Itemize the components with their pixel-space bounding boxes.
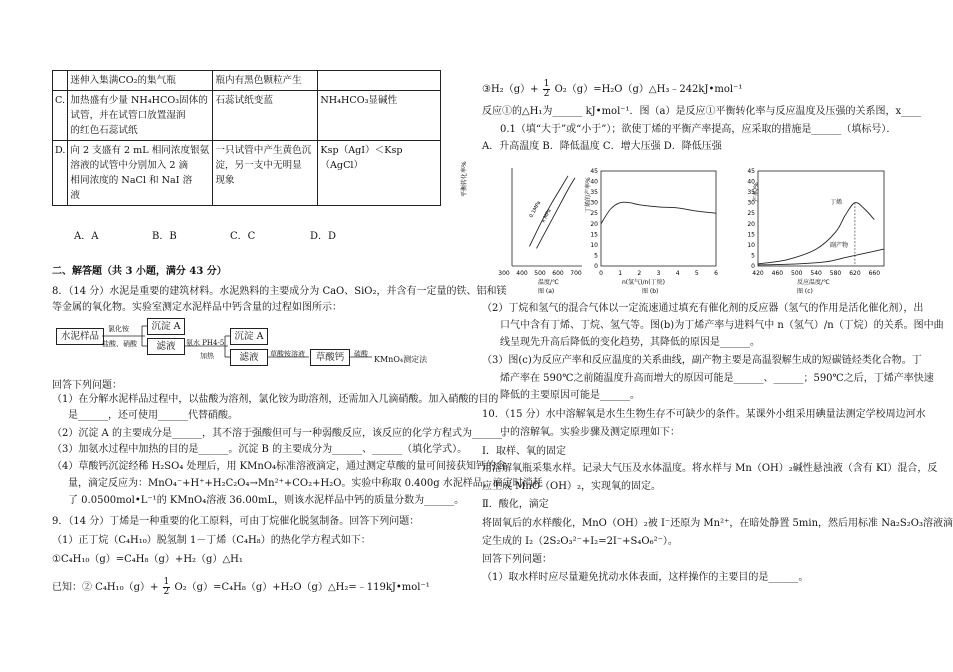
figures (461, 153, 902, 303)
cell-line: 加热盛有少量 NH₄HCO₃固体的 (70, 95, 208, 106)
cell-line: 相同浓度的 NaCl 和 NaI 溶 (70, 175, 193, 186)
fig-a-ylabel: 平衡转化率% (461, 161, 468, 197)
flow-label: 氯化铵 (108, 325, 129, 333)
q10-step1: Ⅰ．取样、氧的固定 (482, 446, 566, 457)
fraction-den: 2 (163, 587, 170, 597)
fig-c-xtick: 660 (868, 270, 881, 277)
fig-c-ytick: 0 (751, 263, 755, 270)
answer-intro: 回答下列问题： (52, 380, 122, 391)
fig-c-xticks (752, 270, 880, 277)
q9-part2: （2）丁烷和氢气的混合气体以一定流速通过填充有催化剂的反应器（氢气的作用是活化催化剂），出 (482, 303, 924, 314)
q9-options: A．升高温度 B．降低温度 C．增大压强 D．降低压强 (482, 141, 722, 152)
fig-a-xtick: 600 (552, 270, 564, 277)
fig-b-ytick: 20 (590, 220, 598, 228)
fig-b-xtick: 0 (599, 270, 603, 277)
q10-step1-text: 用溶解氧瓶采集水样。记录大气压及水体温度。将水样与 Mn（OH）₂碱性悬浊液（含有 KI）混合，反 (482, 463, 938, 474)
fig-b-ytick: 5 (594, 252, 598, 260)
q9-text: 9．（14 分）丁烯是一种重要的化工原料，可由丁烷催化脱氢制备。回答下列问题： (52, 516, 420, 527)
row-label: C. (53, 91, 68, 141)
flow-label: 盐酸、硝酸 (102, 340, 137, 348)
fig-a-caption: 图 (a) (538, 288, 555, 295)
fig-b-ytick: 25 (590, 210, 598, 218)
fig-a-xtick: 500 (534, 270, 546, 277)
fig-b-xtick: 2 (637, 270, 642, 277)
row-label: D. (53, 141, 68, 206)
choice-b[interactable]: B．B (152, 231, 177, 242)
fig-b-ytick: 10 (590, 241, 598, 249)
fig-c-curve-label: 丁烯 (830, 199, 843, 206)
fraction (543, 80, 551, 99)
fig-c-ytick: 25 (747, 210, 755, 218)
q9-part3: 烯产率在 590℃之前随温度升高而增大的原因可能是______、______；590℃之后，丁烯产率快速 (500, 373, 934, 384)
fraction-num: 1 (543, 79, 550, 89)
choice-a[interactable]: A．A (74, 231, 99, 242)
cell-line: 的红色石蕊试纸 (70, 125, 138, 136)
fig-c-yticks (747, 168, 755, 270)
table-cell: Ksp（AgI）＜Ksp（AgCl） (318, 141, 441, 206)
table-cell (213, 141, 318, 206)
fig-b-ytick: 40 (590, 178, 598, 186)
table-row (53, 91, 441, 141)
table-cell (318, 71, 441, 91)
cell-line: 向 2 支盛有 2 mL 相同浓度银氨 (70, 145, 210, 156)
eq-text: 已知：② C₄H₁₀（g）+ (52, 582, 159, 593)
table-cell (68, 91, 213, 141)
fig-b-ytick: 0 (594, 263, 598, 270)
fig-b-caption: 图 (b) (642, 288, 659, 295)
fig-b-ylabel: 丁烯的产率% (585, 177, 592, 213)
q10-text: 10．（15 分）水中溶解氧是水生生物生存不可缺少的条件。某课外小组采用碘量法测定学校周边河水 (482, 409, 926, 420)
flow-arrows (52, 318, 464, 368)
fig-a-xticks (498, 270, 582, 277)
q10-step2: Ⅱ．酸化，滴定 (482, 499, 549, 510)
fig-a-xlabel: 温度/℃ (538, 279, 559, 286)
cell-line: 试管，并在试管口放置湿润 (70, 110, 186, 121)
q9-part2: 口气中含有丁烯、丁烷、氢气等。图(b)为丁烯产率与进料气中 n（氢气）/n（丁烷）的关系。图中曲 (500, 320, 944, 331)
fig-c-curve-label: 副产物 (830, 242, 849, 249)
q9-text: （1）正丁烷（C₄H₁₀）脱氢制 1－丁烯（C₄H₈）的热化学方程式如下： (52, 535, 371, 546)
q10-part1: （1）取水样时应尽量避免扰动水体表面，这样操作的主要目的是______。 (482, 572, 809, 583)
table-row (53, 141, 441, 206)
q8-part1: （1）在分解水泥样品过程中，以盐酸为溶剂，氯化铵为助溶剂，还需加入几滴硝酸。加入硝酸的目的 (52, 394, 499, 405)
fraction-den: 2 (543, 89, 550, 99)
fig-b-xlabel: n(氢气)/n(丁烷) (622, 279, 665, 286)
flow-label: 氨水 PH4-5 (186, 339, 225, 347)
fig-b-ytick: 30 (590, 199, 598, 207)
table-cell: 迷伸入集满CO₂的集气瓶 (68, 71, 213, 91)
fig-b-yticks (590, 168, 598, 270)
figure-c (747, 168, 884, 295)
fig-b-xtick: 4 (675, 270, 680, 277)
q8-part4: 了 0.0500mol•L⁻¹的 KMnO₄溶液 36.00mL，则该水泥样品中钙的质量分数为______。 (68, 495, 465, 506)
q9-reaction: 反应①的△H₁为______ kJ•mol⁻¹．图（a）是反应①平衡转化率与反应温度及压强的关系图，x____ (482, 106, 922, 117)
table-cell (68, 141, 213, 206)
q8-part4: （4）草酸钙沉淀经稀 H₂SO₄ 处理后，用 KMnO₄标准溶液滴定，通过测定草酸的量可间接获知钙的含 (52, 461, 507, 472)
q9-reaction: 0.1（填“大于”或“小于”）；欲使丁烯的平衡产率提高，应采取的措施是______（填标号）． (500, 124, 897, 135)
fig-b-ytick: 45 (590, 168, 598, 175)
options-table (52, 70, 441, 206)
q10-step2-text: 定生成的 I₂（2S₂O₃²⁻+I₂=2I⁻+S₄O₆²⁻）。 (482, 536, 678, 547)
section-title: 二、解答题（共 3 小题，满分 43 分） (52, 266, 227, 277)
fig-c-ylabel: 产率/% (753, 182, 760, 202)
q10-text: 中的溶解氧。实验步骤及测定原理如下： (500, 427, 680, 438)
q9-eq3 (482, 80, 742, 99)
fig-c-ytick: 40 (747, 178, 755, 186)
fig-c-curve-2 (758, 249, 884, 265)
fig-b-xtick: 6 (714, 270, 718, 277)
figure-b (584, 168, 718, 295)
flow-label: 硫酸 (354, 350, 368, 358)
q10-answer-intro: 回答下列问题： (482, 554, 552, 565)
fig-c-xtick: 540 (810, 270, 822, 277)
fig-c-ytick: 10 (747, 241, 755, 249)
cell-line: 溶液的试管中分别加入 2 滴 (70, 160, 189, 171)
fig-a-xtick: 400 (516, 270, 528, 277)
choice-d[interactable]: D．D (310, 231, 337, 242)
q8-part3: （3）加氨水过程中加热的目的是______。沉淀 B 的主要成分为______、______（填化学式）。 (52, 444, 468, 455)
figure-a (460, 161, 582, 295)
q10-step2-text: 将固氧后的水样酸化，MnO（OH）₂被 I⁻还原为 Mn²⁺，在暗处静置 5min，然后用标准 Na₂S₂O₃溶液滴 (482, 518, 953, 529)
fig-c-xtick: 500 (791, 270, 803, 277)
fig-b-frame (601, 171, 716, 266)
fig-a-xtick: 300 (498, 270, 510, 277)
q10-step1-text: 应生成 MnO（OH）₂，实现氧的固定。 (482, 481, 661, 492)
cell-line: 一只试管中产生黄色沉 (215, 145, 312, 156)
flow-oxalate: 草酸钙 (310, 349, 350, 366)
fig-a-curve-label: x MPa (540, 208, 553, 224)
fraction (163, 578, 171, 597)
fig-c-xtick: 620 (849, 270, 861, 277)
flow-precipitate-b: 沉淀 A (230, 328, 268, 345)
fraction-num: 1 (163, 577, 170, 587)
q8-text: 等金属的氧化物。实验室测定水泥样品中钙含量的过程如图所示： (52, 302, 342, 313)
fig-c-xtick: 460 (771, 270, 784, 277)
fig-b-xticks (599, 270, 718, 277)
fig-c-ytick: 35 (747, 189, 755, 197)
eq-text: O₂（g）=C₄H₈（g）+H₂O（g）△H₂=﹣119kJ•mol⁻¹ (174, 582, 430, 593)
flow-label: 草酸铵溶液 (270, 350, 305, 358)
fig-c-xtick: 420 (752, 270, 764, 277)
cell-line: 液 (70, 190, 80, 201)
q8-part2: （2）沉淀 A 的主要成分是______，其不溶于强酸但可与一种弱酸反应，该反应的化学方程式为______。 (52, 428, 512, 439)
q9-part2: 线呈现先升高后降低的变化趋势，其降低的原因是______。 (500, 337, 760, 348)
q8-text: 8．（14 分）水泥是重要的建筑材料。水泥熟料的主要成分为 CaO、SiO₂，并含有一定量的铁、铝和镁 (52, 286, 507, 297)
fig-b-xtick: 5 (694, 270, 699, 277)
fig-c-caption: 图 (c) (797, 288, 813, 295)
fig-c-ytick: 5 (751, 252, 755, 260)
table-cell: 石蕊试纸变蓝 (213, 91, 318, 141)
flow-label: 加热 (200, 352, 214, 360)
fig-c-xlabel: 反应温度/℃ (797, 279, 830, 286)
fig-c-ytick: 15 (747, 231, 755, 239)
q9-eq2 (52, 578, 430, 597)
flow-precipitate-a: 沉淀 A (147, 318, 185, 335)
table-cell: 瓶内有黑色颗粒产生 (213, 71, 318, 91)
fig-b-curve (601, 202, 716, 224)
table-row (53, 71, 441, 91)
fig-b-ytick: 15 (590, 231, 598, 239)
cell-line: 现象 (215, 175, 235, 186)
flow-filtrate: 滤液 (230, 349, 268, 366)
fig-a-curve-2 (537, 178, 576, 249)
fig-c-ytick: 45 (747, 168, 755, 175)
q9-eq1: ①C₄H₁₀（g）=C₄H₈（g）+H₂（g）△H₁ (52, 554, 243, 565)
fig-b-xtick: 1 (618, 270, 623, 277)
fig-a-curve-label: 0.1MPa (528, 200, 543, 219)
table-cell: NH₄HCO₃显碱性 (318, 91, 441, 141)
flow-end: KMnO₄测定法 (374, 355, 428, 364)
fig-b-xtick: 3 (656, 270, 661, 277)
fig-c-frame (758, 171, 884, 266)
q8-part4: 量，滴定反应为：MnO₄⁻+H⁺+H₂C₂O₄→Mn²⁺+CO₂+H₂O。实验中称取 0.400g 水泥样品，滴定时消耗 (68, 478, 543, 489)
fig-c-xtick: 580 (829, 270, 842, 277)
fig-a-xtick: 700 (570, 270, 582, 277)
q9-part3: 降低的主要原因可能是______。 (500, 390, 640, 401)
flow-sample: 水泥样品 (56, 328, 104, 345)
eq-text: O₂（g）=H₂O（g）△H₃﹣242kJ•mol⁻¹ (554, 84, 743, 95)
flowchart (52, 318, 464, 368)
q8-part1: 是______，还可使用______代替硝酸。 (68, 410, 238, 421)
fig-c-ytick: 30 (747, 199, 755, 207)
eq-text: ③H₂（g）+ (482, 84, 539, 95)
flow-filtrate: 滤液 (147, 338, 185, 355)
choice-c[interactable]: C．C (230, 231, 256, 242)
cell-line: 淀，另一支中无明显 (215, 160, 302, 171)
q9-part3: （3）图(c)为反应产率和反应温度的关系曲线，副产物主要是高温裂解生成的短碳链烃类化合物。丁 (482, 355, 922, 366)
fig-c-ytick: 20 (747, 220, 755, 228)
fig-b-ytick: 35 (590, 189, 598, 197)
